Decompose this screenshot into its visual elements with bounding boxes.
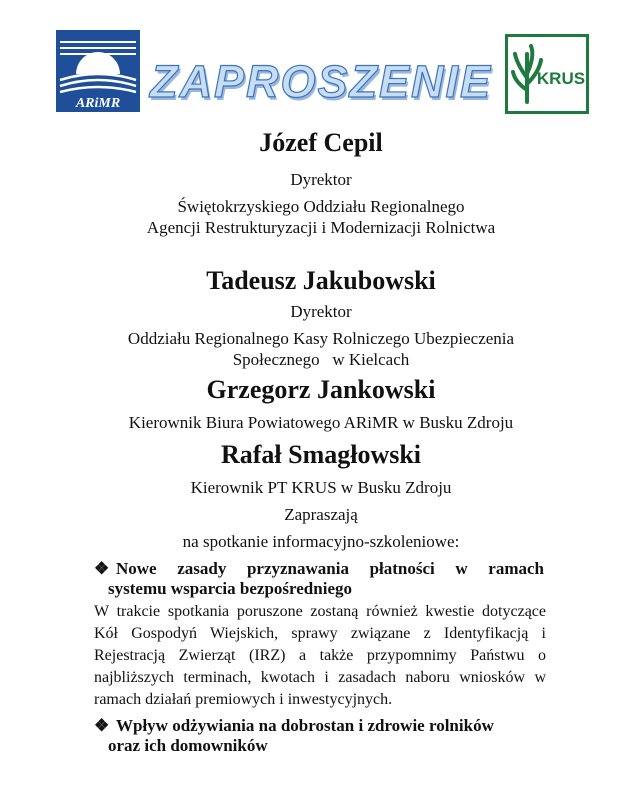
person-3-name: Grzegorz Jankowski <box>206 375 436 404</box>
krus-logo <box>505 34 589 114</box>
person-4-name: Rafał Smagłowski <box>220 440 422 469</box>
invite-verb: Zapraszają <box>284 505 358 524</box>
diamond-bullet-icon: ❖ <box>94 559 110 578</box>
topic-2-title-line-1: Wpływ odżywiania na dobrostan i zdrowie rolników <box>116 716 494 735</box>
diamond-bullet-icon: ❖ <box>94 716 110 735</box>
topic-1-title-line-1: Nowe zasady przyznawania płatności w ramach <box>116 559 544 578</box>
arimr-logo-text: ARiMR <box>75 96 121 111</box>
person-4-role: Kierownik PT KRUS w Busku Zdroju <box>190 478 452 497</box>
krus-logo-text: KRUS <box>536 69 586 88</box>
person-2-org-line-1: Oddziału Regionalnego Kasy Rolniczego Ubezpieczenia <box>127 329 515 348</box>
topic-1-title-line-2: systemu wsparcia bezpośredniego <box>108 579 352 598</box>
topic-1-title <box>94 559 546 599</box>
person-2-role: Dyrektor <box>290 302 352 321</box>
topic-2-title-line-2: oraz ich domowników <box>108 736 268 755</box>
topic-1-description: W trakcie spotkania poruszone zostaną również kwestie dotyczące Kół Gospodyń Wiejskich, sprawy związane z Identyfikacją i Rejestracją Zwierząt (IRZ) a także przypomnimy Państwu o najbliższych terminach, kwotach i zasadach naboru wniosków w ramach działań premiowych i inwestycyjnych. <box>94 603 546 708</box>
person-1-role: Dyrektor <box>290 170 352 189</box>
page-title: ZAPROSZENIE <box>150 56 493 107</box>
person-2-name: Tadeusz Jakubowski <box>206 266 436 295</box>
person-2-org-line-2: Społecznego w Kielcach <box>232 350 410 369</box>
person-1-name: Józef Cepil <box>259 128 383 157</box>
person-1-org-line-2: Agencji Restrukturyzacji i Modernizacji Rolnictwa <box>146 218 496 237</box>
person-3-role: Kierownik Biura Powiatowego ARiMR w Busku Zdroju <box>128 413 514 432</box>
arimr-logo <box>56 30 140 112</box>
topic-2-title <box>94 716 546 756</box>
invite-event: na spotkanie informacyjno-szkoleniowe: <box>182 532 460 551</box>
person-1-org-line-1: Świętokrzyskiego Oddziału Regionalnego <box>177 197 465 216</box>
